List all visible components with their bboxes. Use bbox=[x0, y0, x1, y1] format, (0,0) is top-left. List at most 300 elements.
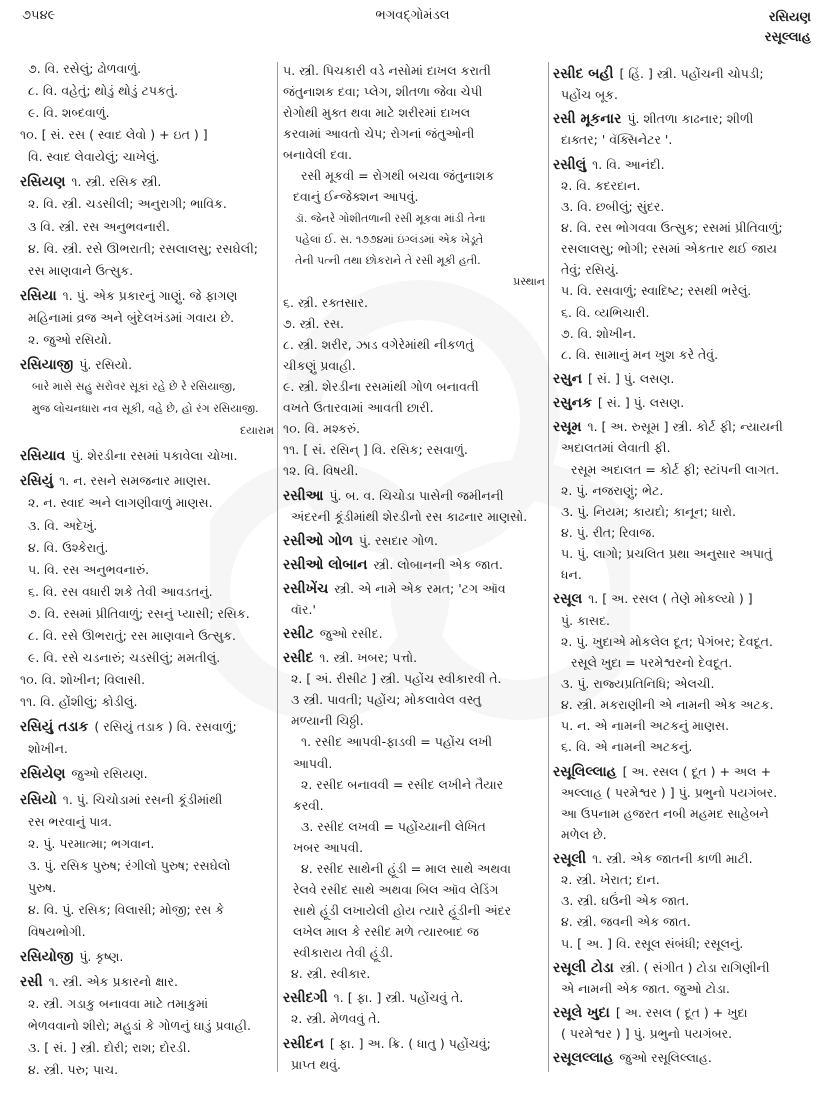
headword: રસીખેંચ bbox=[283, 580, 329, 597]
dictionary-entry bbox=[20, 765, 274, 783]
headword: રસીલું bbox=[553, 156, 587, 173]
definition-text: પ્રાપ્ત થવું. bbox=[291, 1056, 341, 1072]
definition-text: ૧. ન. રસને સમજનાર માણસ. bbox=[59, 473, 211, 489]
definition-line bbox=[283, 420, 545, 438]
dictionary-entry bbox=[553, 370, 817, 388]
dictionary-entry bbox=[553, 156, 817, 174]
definition-line bbox=[20, 693, 274, 711]
definition-line bbox=[20, 879, 274, 897]
guide-word-last: રસૂલ્લાહ bbox=[764, 30, 811, 45]
headword: રસિયું તડાક bbox=[20, 719, 89, 736]
definition-text: પ્રસ્થાન bbox=[513, 274, 545, 288]
definition-line bbox=[283, 601, 545, 619]
definition-line bbox=[283, 923, 545, 941]
definition-text: ૮. વિ. સામાનું મન ખુશ કરે તેવું. bbox=[561, 346, 719, 362]
definition-text: ૯. સ્ત્રી. શેરડીના રસમાંથી ગોળ બનાવતી bbox=[283, 379, 479, 395]
definition-text: ૨. પું. ખુદાએ મોકલેલ દૂત; પેગંબર; દેવદૂત. bbox=[561, 633, 773, 649]
definition-line bbox=[283, 167, 545, 185]
definition-line bbox=[283, 818, 545, 836]
headword: રસિયો bbox=[20, 791, 57, 808]
definition-text: ૬. સ્ત્રી. રક્તસાર. bbox=[283, 294, 369, 310]
definition-text: ૧. સ્ત્રી. ખબર; પત્તો. bbox=[319, 650, 418, 666]
definition-line bbox=[283, 357, 545, 375]
definition-text: ૮. વિ. વહેતું; થોડું થોડું ટપકતું. bbox=[28, 83, 179, 99]
dictionary-entry bbox=[20, 472, 274, 490]
headword: રસૂમ bbox=[553, 419, 582, 436]
definition-line bbox=[20, 494, 274, 512]
headword: રસિયાવ bbox=[20, 448, 66, 465]
definition-line bbox=[553, 935, 817, 953]
definition-text: ૧. વિ. આનંદી. bbox=[592, 156, 665, 172]
headword: રસીઓ ગોળ bbox=[283, 532, 353, 549]
definition-text: પહેલાં ઈ. સ. ૧૭૭૪માં ઇંગ્લંડમાં એક ખેડૂતે bbox=[295, 232, 484, 246]
definition-text: ૫. [ અ. ] વિ. રસૂલ સંબંધી; રસૂલનું. bbox=[561, 935, 744, 951]
definition-line bbox=[553, 261, 817, 279]
definition-line bbox=[283, 776, 545, 794]
column-1 bbox=[20, 60, 274, 1080]
definition-line bbox=[20, 82, 274, 100]
column-divider bbox=[548, 62, 549, 1072]
definition-text: [ સં. ] પું. લસણ. bbox=[597, 395, 685, 411]
column-divider bbox=[277, 62, 278, 1072]
definition-text: ૬. વિ. રસ વધારી શકે તેવી આવડતનું. bbox=[28, 583, 213, 599]
definition-text: મળ્યાની ચિઠ્ઠી. bbox=[291, 713, 364, 729]
definition-text: [ સં. ] પું. લસણ. bbox=[588, 370, 675, 386]
dictionary-entry bbox=[283, 580, 545, 598]
definition-line bbox=[553, 980, 817, 998]
definition-text: રોગોથી મુક્ત થવા માટે શરીરમાં દાખલ bbox=[283, 105, 471, 121]
definition-line bbox=[553, 654, 817, 672]
definition-text: ૮. સ્ત્રી. શરીર, ઝાડ વગેરેમાંથી નીકળતું bbox=[283, 337, 474, 353]
definition-text: ( રસિયું તડાક ) વિ. રસવાળું; bbox=[94, 719, 237, 735]
definition-text: શોખીન. bbox=[28, 741, 68, 757]
definition-text: ૬. વિ. એ નામની અટકનું. bbox=[561, 739, 693, 755]
dictionary-entry bbox=[20, 718, 274, 736]
headword: રસુનક bbox=[553, 395, 592, 412]
definition-line bbox=[283, 691, 545, 709]
definition-text: ૪. વિ. ઉશ્કેરાતું. bbox=[28, 539, 109, 555]
dictionary-entry bbox=[553, 850, 817, 868]
definition-line bbox=[20, 60, 274, 78]
definition-text: [ ફા. ] અ. ક્રિ. ( ધાતુ ) પહોંચવું; bbox=[329, 1035, 491, 1051]
headword: રસૂલી ટોડા bbox=[553, 959, 614, 976]
definition-text: ૧. સ્ત્રી. એક જાતની કાળી માટી. bbox=[592, 851, 753, 867]
definition-line bbox=[20, 605, 274, 623]
definition-text: જુઓ રસીદ. bbox=[319, 626, 383, 642]
definition-text: ૪. સ્ત્રી. સ્વીકાર. bbox=[291, 966, 371, 982]
definition-line bbox=[553, 566, 817, 584]
definition-text: ૨. પું. પરમાત્મા; ભગવાન. bbox=[28, 835, 155, 851]
headword: રસુન bbox=[553, 370, 583, 387]
definition-line bbox=[20, 649, 274, 667]
definition-text: દવાનું ઈન્જેક્શન આપવું. bbox=[293, 189, 419, 205]
dictionary-entry bbox=[283, 487, 545, 505]
definition-text: ૫. વિ. રસવાળું; સ્વાદિષ્ટ; રસથી ભરેલું. bbox=[561, 283, 752, 299]
headword: રસીઓ લોબાન bbox=[283, 556, 368, 573]
definition-line bbox=[283, 733, 545, 751]
definition-text: અલ્લાહ ( પરમેશ્વર ) ] પું. પ્રભુનો પયગંબર. bbox=[561, 784, 778, 800]
definition-line bbox=[20, 901, 274, 919]
definition-line bbox=[20, 671, 274, 689]
definition-text: વિષયભોગી. bbox=[28, 923, 86, 939]
definition-text: વૉર.' bbox=[291, 601, 316, 617]
dictionary-entry bbox=[20, 973, 274, 991]
dictionary-entry bbox=[283, 556, 545, 574]
dictionary-entry bbox=[553, 65, 817, 83]
definition-text: સ્ત્રી. ( સંગીત ) ટોડા રાગિણીની bbox=[619, 959, 770, 975]
definition-line bbox=[553, 892, 817, 910]
quotation-line bbox=[20, 378, 274, 396]
definition-line bbox=[283, 902, 545, 920]
definition-line bbox=[553, 461, 817, 479]
definition-text: બારે માસે સહુ સરોવર સૂકાં રહે છે રે રસિયાજી, bbox=[32, 380, 236, 394]
definition-text: રસલાલસુ; ભોગી; રસમાં એકતાર થઈ જાય bbox=[561, 241, 778, 257]
definition-line bbox=[283, 797, 545, 815]
definition-line bbox=[553, 346, 817, 364]
definition-text: ૪. રસીદ સાથેની હૂંડી = માલ સાથે અથવા bbox=[301, 860, 511, 876]
definition-text: [ અ. રસલ ( દૂત ) + અલ + bbox=[622, 763, 772, 779]
definition-text: ૩. પું. રાજ્યપ્રતિનિધિ; એલચી. bbox=[561, 675, 715, 691]
definition-text: ૯. વિ. શબ્દવાળું. bbox=[28, 105, 110, 121]
definition-text: ૧. [ અ. રસલ ( તેણે મોકલ્યો ) ] bbox=[588, 591, 753, 607]
definition-text: ૬. વિ. વ્યભિચારી. bbox=[561, 304, 650, 320]
definition-text: પું. શેરડીના રસમાં પકાવેલા ચોખા. bbox=[71, 448, 238, 464]
definition-text: ૧. રસીદ આપવી-ફાડવી = પહોંચ લખી bbox=[301, 734, 493, 750]
definition-text: તેવું; રસિયું. bbox=[561, 262, 619, 278]
definition-text: ૭. સ્ત્રી. રસ. bbox=[283, 315, 345, 331]
quotation-source bbox=[283, 273, 545, 291]
headword: રસૂલી bbox=[553, 851, 587, 868]
headword: રસીદગી bbox=[283, 990, 328, 1007]
definition-text: વખતે ઉતારવામાં આવતી છારી. bbox=[283, 400, 434, 416]
definition-text: ૨. જુઓ રસિયો. bbox=[28, 331, 112, 347]
definition-line bbox=[283, 188, 545, 206]
dictionary-entry bbox=[553, 394, 817, 412]
quotation-line bbox=[283, 210, 545, 228]
definition-text: આ ઉપનામ હજરત નબી મહમદ સાહેબને bbox=[561, 805, 769, 821]
definition-text: ૩. વિ. છબીલું; સુંદર. bbox=[561, 198, 665, 214]
definition-text: ૮. વિ. રસે ઊભરાતું; રસ માણવાને ઉત્સુક. bbox=[28, 627, 236, 643]
headword: રસીદન bbox=[283, 1035, 324, 1052]
dictionary-entry bbox=[283, 532, 545, 550]
definition-line bbox=[553, 738, 817, 756]
headword: રસિયણ bbox=[20, 174, 66, 191]
definition-line bbox=[20, 813, 274, 831]
headword: રસીદ bbox=[283, 650, 314, 667]
definition-text: ૪. પું. રીત; રિવાજ. bbox=[561, 524, 656, 540]
definition-line bbox=[553, 696, 817, 714]
definition-line bbox=[20, 539, 274, 557]
definition-text: રેલવે રસીદ સાથે અથવા બિલ ઑવ લેડિંગ bbox=[293, 881, 499, 897]
definition-text: પું. કાસદ. bbox=[561, 612, 611, 628]
dictionary-entry bbox=[283, 1035, 545, 1053]
definition-text: ધન. bbox=[561, 567, 582, 583]
definition-line bbox=[283, 462, 545, 480]
definition-line bbox=[283, 83, 545, 101]
definition-text: ૩. [ સં. ] સ્ત્રી. દોરી; રાશ; દોરડી. bbox=[28, 1040, 191, 1056]
dictionary-entry bbox=[553, 418, 817, 436]
definition-text: મહિનામાં વ્રજ અને બુંદેલખંડમાં ગવાય છે. bbox=[28, 309, 235, 325]
definition-text: ૨. સ્ત્રી. ખેરાત; દાન. bbox=[561, 872, 660, 888]
definition-text: કરવી. bbox=[293, 797, 324, 813]
dictionary-entry bbox=[283, 989, 545, 1007]
definition-line bbox=[283, 146, 545, 164]
definition-text: ૭. વિ. રસેલું; ઢોળવાળું. bbox=[28, 61, 142, 76]
definition-text: ૩. વિ. અદેખું. bbox=[28, 517, 98, 533]
definition-text: ૧. સ્ત્રી. રસિક સ્ત્રી. bbox=[71, 174, 162, 190]
definition-line bbox=[20, 309, 274, 327]
definition-text: ૩ વિ. સ્ત્રી. રસ અનુભવનારી. bbox=[28, 218, 170, 234]
definition-line bbox=[553, 439, 817, 457]
definition-text: ૧. સ્ત્રી. એક પ્રકારનો ક્ષાર. bbox=[48, 974, 178, 990]
definition-line bbox=[20, 148, 274, 166]
definition-text: પું. રસદાર ગોળ. bbox=[358, 532, 439, 548]
quotation-line bbox=[20, 400, 274, 418]
definition-line bbox=[553, 86, 817, 104]
headword: રસીઆ bbox=[283, 487, 324, 504]
definition-line bbox=[283, 104, 545, 122]
definition-line bbox=[553, 871, 817, 889]
definition-text: તેની પત્ની તથા છોકરાને તે રસી મૂકી હતી. bbox=[295, 253, 481, 267]
headword: રસિયાજી bbox=[20, 357, 74, 374]
definition-text: ૭. વિ. રસમાં પ્રીતિવાળું; રસનું પ્યાસી; રસિક. bbox=[28, 605, 250, 621]
definition-text: ૫. ન. એ નામની અટકનું માણસ. bbox=[561, 718, 730, 734]
definition-text: ડૉ. જેનરે ગોશીતળાની રસી મૂકવા માંડી તેના bbox=[295, 211, 486, 225]
definition-text: ૪. સ્ત્રી. જવની એક જાત. bbox=[561, 914, 691, 930]
dictionary-entry bbox=[283, 625, 545, 643]
definition-text: ૨. વિ. સ્ત્રી. ચડસીલી; અનુરાગી; ભાવિક. bbox=[28, 196, 227, 212]
definition-line bbox=[20, 740, 274, 758]
definition-text: રસી મૂકવી = રોગથી બચવા જંતુનાશક bbox=[301, 168, 495, 184]
definition-text: ચીકણું પ્રવાહી. bbox=[283, 358, 356, 374]
definition-text: સાથે હૂંડી લખાયેલી હોય ત્યારે હૂંડીની અંદર bbox=[293, 903, 512, 919]
definition-line bbox=[283, 881, 545, 899]
definition-text: પું. રસિયો. bbox=[79, 357, 133, 373]
dictionary-entry bbox=[553, 1004, 817, 1022]
definition-text: પું. બ. વ. ચિચોડા પાસેની જમીનની bbox=[329, 487, 504, 503]
dictionary-entry bbox=[553, 959, 817, 977]
definition-line bbox=[553, 503, 817, 521]
definition-line bbox=[20, 126, 274, 144]
definition-line bbox=[283, 1010, 545, 1028]
definition-line bbox=[553, 805, 817, 823]
definition-line bbox=[553, 913, 817, 931]
definition-text: ૫. સ્ત્રી. પિચકારી વડે નસોમાં દાખલ કરાતી bbox=[283, 63, 491, 78]
page-number: ૭૫૪૯ bbox=[22, 8, 56, 23]
definition-text: ૨. રસીદ બનાવવી = રસીદ લખીને તૈયાર bbox=[301, 776, 504, 792]
definition-text: જુઓ રસિયણ. bbox=[71, 766, 148, 782]
definition-text: ૧. પું. ચિચોડામાં રસની કૂંડીમાંથી bbox=[62, 791, 223, 807]
definition-text: રસૂમ અદાલત = કોર્ટ ફી; સ્ટાંપની લાગત. bbox=[571, 461, 780, 477]
dictionary-entry bbox=[20, 287, 274, 305]
column-3 bbox=[553, 62, 817, 1068]
headword: રસિયા bbox=[20, 287, 57, 304]
definition-text: એ નામની એક જાત. જુઓ ટોડા. bbox=[561, 980, 730, 996]
definition-text: ૧. [ અ. રુસૂમ ] સ્ત્રી. કોર્ટ ફી; ન્યાયની bbox=[587, 419, 783, 435]
definition-text: લખેલ માલ કે રસીદ મળે ત્યારબાદ જ bbox=[293, 924, 479, 940]
headword: રસીદ બહી bbox=[553, 66, 614, 82]
dictionary-entry bbox=[553, 763, 817, 781]
dictionary-entry bbox=[553, 1049, 817, 1067]
definition-line bbox=[20, 240, 274, 258]
definition-line bbox=[20, 331, 274, 349]
definition-line bbox=[283, 944, 545, 962]
definition-line bbox=[283, 508, 545, 526]
definition-text: ૧૨. વિ. વિષયી. bbox=[283, 463, 359, 479]
definition-line bbox=[283, 125, 545, 143]
definition-text: ૩. પું. રસિક પુરુષ; રંગીલો પુરુષ; રસઘેલો bbox=[28, 857, 231, 873]
definition-line bbox=[553, 612, 817, 630]
definition-text: ૧૦. વિ. મશ્કરું. bbox=[283, 421, 361, 437]
definition-line bbox=[20, 218, 274, 236]
definition-line bbox=[553, 545, 817, 563]
definition-line bbox=[553, 784, 817, 802]
definition-line bbox=[283, 294, 545, 312]
definition-text: ૪. વિ. રસ ભોગવવા ઉત્સુક; રસમાં પ્રીતિવાળું; bbox=[561, 219, 783, 235]
definition-line bbox=[553, 325, 817, 343]
definition-line bbox=[20, 262, 274, 280]
definition-line bbox=[20, 835, 274, 853]
definition-line bbox=[553, 131, 817, 149]
definition-line bbox=[553, 240, 817, 258]
definition-text: ૧૧. [ સં. રસિન્ ] વિ. રસિક; રસવાળું. bbox=[283, 442, 468, 458]
definition-text: ૨. સ્ત્રી. ગડાકુ બનાવવા માટે તમાકુમાં bbox=[28, 996, 209, 1012]
definition-line bbox=[20, 1061, 274, 1079]
definition-line bbox=[20, 1017, 274, 1035]
definition-text: કરવામાં આવતો ચેપ; રોગનાં જંતુઓની bbox=[283, 126, 475, 142]
definition-line bbox=[20, 627, 274, 645]
definition-text: મળેલ છે. bbox=[561, 826, 607, 842]
definition-line bbox=[283, 712, 545, 730]
definition-line bbox=[20, 923, 274, 941]
headword: રસિયું bbox=[20, 473, 54, 490]
headword: રસૂલ bbox=[553, 591, 583, 608]
definition-text: સ્ત્રી. એ નામે એક રમત; 'ટગ ઑવ bbox=[334, 580, 506, 596]
definition-text: ૨. ન. સ્વાદ અને લાગણીવાળું માણસ. bbox=[28, 495, 213, 511]
definition-text: રસૂલે ખુદા = પરમેશ્વરનો દેવદૂત. bbox=[571, 654, 733, 670]
definition-text: ૧૦. [ સં. રસ ( સ્વાદ લેવો ) + ઇત ) ] bbox=[20, 127, 208, 143]
definition-line bbox=[283, 336, 545, 354]
definition-line bbox=[283, 670, 545, 688]
definition-text: જંતુનાશક દવા; પ્લેગ, શીતળા જેવા ચેપી bbox=[283, 84, 483, 100]
definition-line bbox=[283, 1056, 545, 1074]
definition-line bbox=[553, 304, 817, 322]
definition-text: અંદરની કૂંડીમાંથી શેરડીનો રસ કાઢનાર માણસો. bbox=[291, 508, 528, 524]
headword: રસૂલલ્લાહ bbox=[553, 1050, 614, 1067]
definition-line bbox=[283, 839, 545, 857]
definition-line bbox=[283, 378, 545, 396]
dictionary-entry bbox=[20, 447, 274, 465]
definition-text: [ અ. રસલ ( દૂત ) + ખુદા bbox=[615, 1005, 748, 1021]
guide-word-first: રસિયણ bbox=[768, 10, 811, 25]
definition-text: ૩ સ્ત્રી. પાવતી; પહોંચ; મોકલાવેલ વસ્તુ bbox=[291, 692, 482, 708]
definition-line bbox=[553, 198, 817, 216]
definition-text: આપવી. bbox=[293, 755, 333, 771]
definition-text: ખબર આપવી. bbox=[293, 839, 364, 855]
definition-line bbox=[283, 755, 545, 773]
headword: રસી bbox=[20, 974, 43, 991]
definition-text: ૯. વિ. રસે ચડનારું; ચડસીલું; મમતીલું. bbox=[28, 650, 221, 666]
definition-line bbox=[553, 482, 817, 500]
definition-line bbox=[20, 583, 274, 601]
definition-line bbox=[553, 675, 817, 693]
quotation-line bbox=[283, 252, 545, 270]
definition-text: રસ માણવાને ઉત્સુક. bbox=[28, 262, 134, 278]
definition-line bbox=[20, 104, 274, 122]
definition-line bbox=[553, 633, 817, 651]
definition-line bbox=[20, 1039, 274, 1057]
quotation-line bbox=[283, 231, 545, 249]
guide-words bbox=[765, 8, 811, 48]
definition-text: ભેળવવાનો શીરો; મહુડાં કે ગોળનું ઘાડું પ્રવાહી. bbox=[28, 1018, 251, 1034]
definition-text: મુજ લોચનધારા નવ સૂકી, વહે છે, હો રંગ રસિયાજી. bbox=[32, 402, 259, 416]
dictionary-entry bbox=[553, 110, 817, 128]
headword: રસીટ bbox=[283, 626, 314, 643]
definition-line bbox=[20, 195, 274, 213]
headword: રસૂલિલ્લાહ bbox=[553, 763, 617, 780]
definition-line bbox=[283, 965, 545, 983]
definition-text: ૪. સ્ત્રી. મકરાણીની એ નામની એક અટક. bbox=[561, 697, 774, 713]
definition-line bbox=[553, 1025, 817, 1043]
headword: રસિયેણ bbox=[20, 766, 66, 783]
definition-text: [ હિં. ] સ્ત્રી. પહોંચની ચોપડી; bbox=[619, 66, 764, 81]
definition-line bbox=[20, 857, 274, 875]
definition-text: ૨. પું. નજરાણું; ભેટ. bbox=[561, 482, 664, 498]
definition-text: જુઓ રસૂલિલ્લાહ. bbox=[619, 1050, 712, 1066]
definition-text: પહોંચ બૂક. bbox=[561, 87, 618, 103]
definition-text: ૧૧. વિ. હોંશીલું; કોડીલું. bbox=[20, 694, 138, 710]
running-title: ભગવદ્ગોમંડલ bbox=[375, 8, 450, 23]
definition-text: ૪. વિ. સ્ત્રી. રસે ઊભરાતી; રસલાલસુ; રસઘેલી; bbox=[28, 240, 258, 256]
definition-text: પું. શીતળા કાઢનાર; શીળી bbox=[627, 111, 754, 127]
quotation-source bbox=[20, 422, 274, 440]
definition-text: ૩. પું. નિયમ; કાયદો; કાનૂન; ધારો. bbox=[561, 503, 736, 519]
definition-line bbox=[283, 860, 545, 878]
definition-line bbox=[553, 219, 817, 237]
definition-line bbox=[283, 441, 545, 459]
dictionary-entry bbox=[20, 791, 274, 809]
dictionary-entry bbox=[553, 590, 817, 608]
dictionary-entry bbox=[283, 649, 545, 667]
definition-text: બનાવેલી દવા. bbox=[283, 147, 353, 163]
definition-text: ( પરમેશ્વર ) ] પું. પ્રભુનો પયગંબર. bbox=[561, 1026, 733, 1042]
definition-line bbox=[283, 62, 545, 80]
definition-line bbox=[553, 826, 817, 844]
headword: રસિયોજી bbox=[20, 949, 74, 966]
definition-text: ૧. [ ફા. ] સ્ત્રી. પહોંચવું તે. bbox=[333, 990, 464, 1006]
definition-text: ૫. પું. લાગો; પ્રચલિત પ્રથા અનુસાર અપાતું bbox=[561, 546, 773, 562]
definition-text: ૩. રસીદ લખવી = પહોંચ્યાની લેખિત bbox=[301, 818, 486, 834]
definition-text: પું. કૃષ્ણ. bbox=[79, 949, 124, 965]
definition-text: ૩. સ્ત્રી. ઘઉંની એક જાત. bbox=[561, 893, 690, 909]
definition-text: ૫. વિ. રસ અનુભવનારું. bbox=[28, 561, 150, 577]
definition-line bbox=[283, 399, 545, 417]
dictionary-entry bbox=[20, 173, 274, 191]
definition-text: વિ. સ્વાદ લેવાયેલું; ચાખેલું. bbox=[28, 149, 160, 165]
definition-text: ૨. સ્ત્રી. મેળવવું તે. bbox=[291, 1011, 381, 1027]
definition-text: ૪. સ્ત્રી. પરુ; પાચ. bbox=[28, 1062, 119, 1078]
definition-text: સ્ત્રી. લોબાનની એક જાત. bbox=[373, 556, 503, 572]
definition-line bbox=[553, 524, 817, 542]
definition-text: ૧૦. વિ. શોખીન; વિલાસી. bbox=[20, 672, 146, 688]
definition-line bbox=[283, 315, 545, 333]
definition-text: રસ ભરવાનું પાત્ર. bbox=[28, 813, 112, 829]
definition-text: ૨. વિ. કદરદાન. bbox=[561, 177, 641, 193]
definition-text: ૨. [ અં. રીસીટ ] સ્ત્રી. પહોંચ સ્વીકારવી તે. bbox=[291, 671, 502, 687]
dictionary-entry bbox=[20, 356, 274, 374]
definition-line bbox=[553, 282, 817, 300]
definition-text: દયારામ bbox=[239, 424, 274, 438]
